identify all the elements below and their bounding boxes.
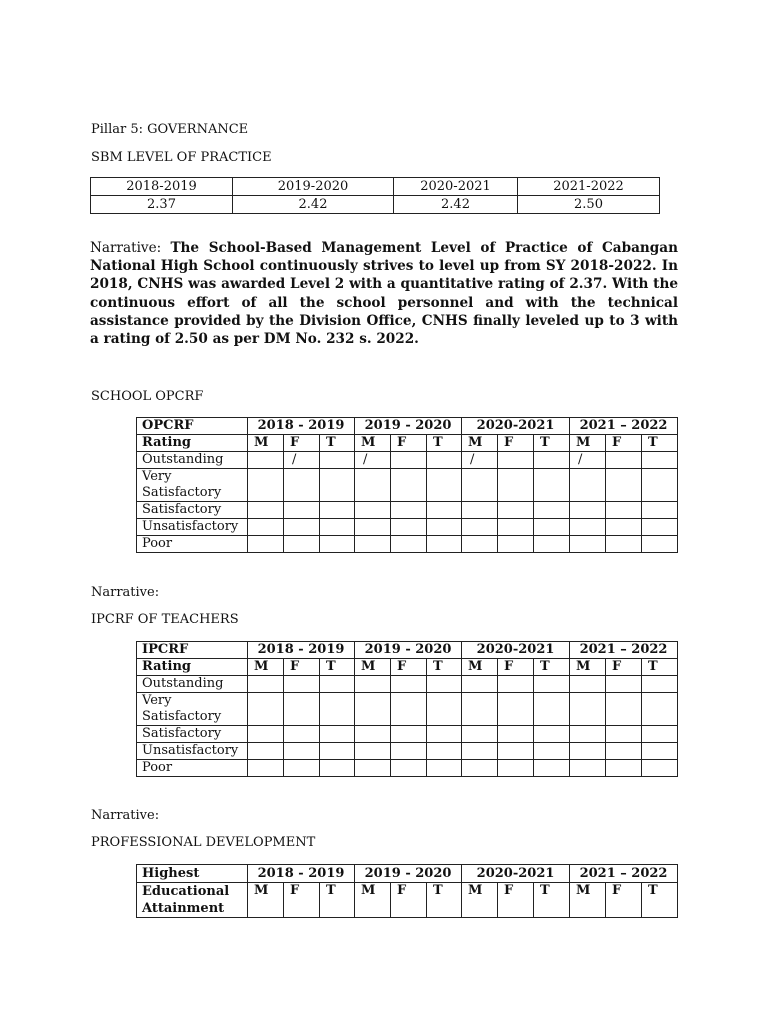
rating-cell bbox=[284, 519, 320, 536]
rating-cell bbox=[534, 452, 570, 469]
pd-heading: PROFESSIONAL DEVELOPMENT bbox=[91, 835, 316, 850]
rating-cell bbox=[284, 502, 320, 519]
sub-header-m: M bbox=[570, 883, 606, 918]
rating-cell bbox=[427, 452, 462, 469]
rating-cell bbox=[570, 726, 606, 743]
rating-cell bbox=[284, 536, 320, 553]
rating-cell bbox=[391, 452, 427, 469]
header-row-sub bbox=[137, 883, 678, 918]
rating-cell bbox=[320, 676, 355, 693]
sbm-value: 2.42 bbox=[394, 196, 518, 214]
rating-cell bbox=[391, 726, 427, 743]
rating-cell bbox=[427, 519, 462, 536]
rating-cell bbox=[570, 676, 606, 693]
sub-header-t: T bbox=[534, 883, 570, 918]
sub-header-f: F bbox=[606, 659, 642, 676]
rating-cell bbox=[248, 502, 284, 519]
sub-header-f: F bbox=[606, 435, 642, 452]
rating-cell bbox=[248, 743, 284, 760]
table-row bbox=[137, 676, 678, 693]
year-header: 2018 - 2019 bbox=[248, 865, 355, 883]
rating-cell bbox=[355, 743, 391, 760]
rating-cell bbox=[498, 469, 534, 502]
row-label: Very Satisfactory bbox=[137, 693, 248, 726]
rating-cell bbox=[570, 469, 606, 502]
rating-cell bbox=[391, 760, 427, 777]
table-row bbox=[137, 519, 678, 536]
rating-cell bbox=[248, 760, 284, 777]
rating-cell bbox=[391, 502, 427, 519]
header-label: Highest bbox=[137, 865, 248, 883]
rating-cell: / bbox=[284, 452, 320, 469]
header-row-sub bbox=[137, 659, 678, 676]
header-row-sub bbox=[137, 435, 678, 452]
rating-cell bbox=[606, 502, 642, 519]
sbm-value: 2.37 bbox=[91, 196, 233, 214]
rating-cell bbox=[284, 693, 320, 726]
year-header: 2021 – 2022 bbox=[570, 642, 678, 659]
rating-cell bbox=[606, 760, 642, 777]
sub-header-m: M bbox=[248, 883, 284, 918]
rating-cell bbox=[248, 693, 284, 726]
rating-cell bbox=[320, 743, 355, 760]
rating-cell bbox=[642, 743, 678, 760]
ipcrf-heading: IPCRF OF TEACHERS bbox=[91, 612, 239, 627]
header-label-line: Attainment bbox=[142, 901, 225, 916]
sub-header-t: T bbox=[642, 883, 678, 918]
rating-cell bbox=[355, 760, 391, 777]
rating-cell bbox=[248, 676, 284, 693]
sub-header-f: F bbox=[498, 435, 534, 452]
header-row-years bbox=[137, 865, 678, 883]
rating-cell bbox=[355, 502, 391, 519]
header-label: Rating bbox=[137, 435, 248, 452]
rating-cell bbox=[355, 519, 391, 536]
rating-cell bbox=[606, 536, 642, 553]
year-header: 2018 - 2019 bbox=[248, 642, 355, 659]
rating-cell: / bbox=[570, 452, 606, 469]
rating-cell: / bbox=[355, 452, 391, 469]
row-label: Unsatisfactory bbox=[137, 519, 248, 536]
rating-cell bbox=[391, 469, 427, 502]
rating-cell bbox=[606, 676, 642, 693]
sub-header-t: T bbox=[427, 659, 462, 676]
sbm-heading: SBM LEVEL OF PRACTICE bbox=[91, 150, 272, 165]
year-header: 2019 - 2020 bbox=[355, 418, 462, 435]
sub-header-t: T bbox=[320, 435, 355, 452]
sub-header-m: M bbox=[570, 659, 606, 676]
rating-cell bbox=[642, 519, 678, 536]
header-label: IPCRF bbox=[137, 642, 248, 659]
rating-cell bbox=[462, 693, 498, 726]
rating-cell bbox=[320, 519, 355, 536]
rating-cell bbox=[534, 726, 570, 743]
rating-cell bbox=[462, 469, 498, 502]
rating-cell bbox=[427, 726, 462, 743]
rating-cell bbox=[534, 760, 570, 777]
rating-cell bbox=[284, 676, 320, 693]
year-header: 2020-2021 bbox=[462, 418, 570, 435]
rating-cell: / bbox=[462, 452, 498, 469]
sbm-year: 2018-2019 bbox=[91, 178, 233, 196]
rating-cell bbox=[391, 693, 427, 726]
rating-cell bbox=[498, 726, 534, 743]
rating-cell bbox=[642, 452, 678, 469]
row-label: Outstanding bbox=[137, 452, 248, 469]
rating-cell bbox=[355, 536, 391, 553]
sbm-table bbox=[90, 177, 660, 214]
table-row bbox=[137, 452, 678, 469]
rating-cell bbox=[427, 676, 462, 693]
rating-cell bbox=[320, 502, 355, 519]
rating-cell bbox=[462, 536, 498, 553]
table-row bbox=[137, 760, 678, 777]
rating-cell bbox=[498, 536, 534, 553]
sbm-year: 2021-2022 bbox=[518, 178, 660, 196]
rating-cell bbox=[320, 452, 355, 469]
rating-cell bbox=[284, 469, 320, 502]
rating-cell bbox=[320, 726, 355, 743]
pillar-title: Pillar 5: GOVERNANCE bbox=[91, 122, 249, 137]
table-row bbox=[137, 726, 678, 743]
rating-cell bbox=[248, 536, 284, 553]
rating-cell bbox=[498, 760, 534, 777]
sub-header-f: F bbox=[391, 883, 427, 918]
rating-cell bbox=[462, 726, 498, 743]
rating-cell bbox=[248, 726, 284, 743]
rating-cell bbox=[248, 519, 284, 536]
sbm-year-row bbox=[91, 178, 660, 196]
pd-table bbox=[136, 864, 678, 918]
opcrf-table bbox=[136, 417, 678, 553]
row-label: Satisfactory bbox=[137, 726, 248, 743]
rating-cell bbox=[462, 502, 498, 519]
sub-header-m: M bbox=[462, 883, 498, 918]
sub-header-m: M bbox=[355, 659, 391, 676]
sub-header-t: T bbox=[320, 659, 355, 676]
row-label: Satisfactory bbox=[137, 502, 248, 519]
rating-cell bbox=[570, 760, 606, 777]
rating-cell bbox=[391, 536, 427, 553]
rating-cell bbox=[570, 743, 606, 760]
year-header: 2019 - 2020 bbox=[355, 642, 462, 659]
header-label: Rating bbox=[137, 659, 248, 676]
ipcrf-narrative: Narrative: bbox=[91, 808, 160, 823]
rating-cell bbox=[320, 693, 355, 726]
rating-cell bbox=[462, 676, 498, 693]
year-header: 2020-2021 bbox=[462, 642, 570, 659]
rating-cell bbox=[498, 676, 534, 693]
rating-cell bbox=[284, 726, 320, 743]
sub-header-m: M bbox=[462, 659, 498, 676]
rating-cell bbox=[642, 676, 678, 693]
rating-cell bbox=[427, 743, 462, 760]
sub-header-t: T bbox=[427, 883, 462, 918]
sbm-value-row bbox=[91, 196, 660, 214]
rating-cell bbox=[498, 502, 534, 519]
rating-cell bbox=[534, 693, 570, 726]
sub-header-f: F bbox=[284, 659, 320, 676]
rating-cell bbox=[427, 536, 462, 553]
rating-cell bbox=[498, 693, 534, 726]
rating-cell bbox=[427, 502, 462, 519]
rating-cell bbox=[320, 536, 355, 553]
rating-cell bbox=[462, 519, 498, 536]
rating-cell bbox=[498, 743, 534, 760]
rating-cell bbox=[570, 693, 606, 726]
row-label: Poor bbox=[137, 536, 248, 553]
rating-cell bbox=[570, 502, 606, 519]
sub-header-m: M bbox=[355, 883, 391, 918]
rating-cell bbox=[284, 743, 320, 760]
rating-cell bbox=[606, 726, 642, 743]
row-label: Very Satisfactory bbox=[137, 469, 248, 502]
year-header: 2020-2021 bbox=[462, 865, 570, 883]
rating-cell bbox=[248, 469, 284, 502]
rating-cell bbox=[355, 676, 391, 693]
sub-header-f: F bbox=[284, 883, 320, 918]
rating-cell bbox=[391, 743, 427, 760]
rating-cell bbox=[534, 743, 570, 760]
narrative-label: Narrative: bbox=[90, 240, 171, 256]
year-header: 2021 – 2022 bbox=[570, 865, 678, 883]
rating-cell bbox=[642, 726, 678, 743]
rating-cell bbox=[642, 536, 678, 553]
rating-cell bbox=[570, 519, 606, 536]
sub-header-f: F bbox=[498, 883, 534, 918]
header-row-years bbox=[137, 418, 678, 435]
sub-header-f: F bbox=[498, 659, 534, 676]
sub-header-t: T bbox=[642, 435, 678, 452]
rating-cell bbox=[498, 519, 534, 536]
rating-cell bbox=[570, 536, 606, 553]
sub-header-f: F bbox=[391, 659, 427, 676]
rating-cell bbox=[320, 760, 355, 777]
sub-header-f: F bbox=[391, 435, 427, 452]
year-header: 2018 - 2019 bbox=[248, 418, 355, 435]
rating-cell bbox=[642, 469, 678, 502]
rating-cell bbox=[391, 519, 427, 536]
row-label: Unsatisfactory bbox=[137, 743, 248, 760]
table-row bbox=[137, 502, 678, 519]
rating-cell bbox=[642, 502, 678, 519]
sub-header-m: M bbox=[570, 435, 606, 452]
row-label: Outstanding bbox=[137, 676, 248, 693]
sub-header-t: T bbox=[534, 659, 570, 676]
rating-cell bbox=[320, 469, 355, 502]
sbm-year: 2020-2021 bbox=[394, 178, 518, 196]
rating-cell bbox=[284, 760, 320, 777]
rating-cell bbox=[534, 676, 570, 693]
rating-cell bbox=[498, 452, 534, 469]
rating-cell bbox=[606, 693, 642, 726]
rating-cell bbox=[427, 693, 462, 726]
rating-cell bbox=[248, 452, 284, 469]
sub-header-m: M bbox=[355, 435, 391, 452]
rating-cell bbox=[427, 469, 462, 502]
rating-cell bbox=[606, 519, 642, 536]
rating-cell bbox=[355, 726, 391, 743]
rating-cell bbox=[606, 452, 642, 469]
rating-cell bbox=[642, 693, 678, 726]
rating-cell bbox=[355, 693, 391, 726]
rating-cell bbox=[534, 536, 570, 553]
sub-header-t: T bbox=[427, 435, 462, 452]
sub-header-t: T bbox=[534, 435, 570, 452]
sub-header-m: M bbox=[248, 435, 284, 452]
header-label-line: Educational bbox=[142, 884, 230, 899]
sbm-narrative bbox=[90, 239, 678, 348]
year-header: 2019 - 2020 bbox=[355, 865, 462, 883]
sub-header-f: F bbox=[284, 435, 320, 452]
sbm-value: 2.42 bbox=[233, 196, 394, 214]
rating-cell bbox=[534, 469, 570, 502]
opcrf-heading: SCHOOL OPCRF bbox=[91, 389, 204, 404]
sub-header-t: T bbox=[642, 659, 678, 676]
sbm-value: 2.50 bbox=[518, 196, 660, 214]
header-row-years bbox=[137, 642, 678, 659]
table-row bbox=[137, 743, 678, 760]
rating-cell bbox=[534, 519, 570, 536]
sub-header-m: M bbox=[462, 435, 498, 452]
table-row bbox=[137, 469, 678, 502]
ipcrf-table bbox=[136, 641, 678, 777]
rating-cell bbox=[606, 743, 642, 760]
table-row bbox=[137, 693, 678, 726]
year-header: 2021 – 2022 bbox=[570, 418, 678, 435]
sbm-year: 2019-2020 bbox=[233, 178, 394, 196]
opcrf-narrative: Narrative: bbox=[91, 585, 160, 600]
rating-cell bbox=[391, 676, 427, 693]
rating-cell bbox=[427, 760, 462, 777]
rating-cell bbox=[642, 760, 678, 777]
sub-header-f: F bbox=[606, 883, 642, 918]
header-label bbox=[137, 883, 248, 918]
rating-cell bbox=[462, 743, 498, 760]
header-label: OPCRF bbox=[137, 418, 248, 435]
sub-header-m: M bbox=[248, 659, 284, 676]
rating-cell bbox=[606, 469, 642, 502]
rating-cell bbox=[534, 502, 570, 519]
rating-cell bbox=[355, 469, 391, 502]
row-label: Poor bbox=[137, 760, 248, 777]
table-row bbox=[137, 536, 678, 553]
sub-header-t: T bbox=[320, 883, 355, 918]
rating-cell bbox=[462, 760, 498, 777]
narrative-text: The School-Based Management Level of Practice of Cabangan National High School continuously strives to level up from SY 2018-2022. In 2018, CNHS was awarded Level 2 with a quantitative rating of 2.37. With the continuous effort of all the school personnel and with the technical assistance provided by the Division Office, CNHS finally leveled up to 3 with a rating of 2.50 as per DM No. 232 s. 2022. bbox=[90, 240, 678, 348]
